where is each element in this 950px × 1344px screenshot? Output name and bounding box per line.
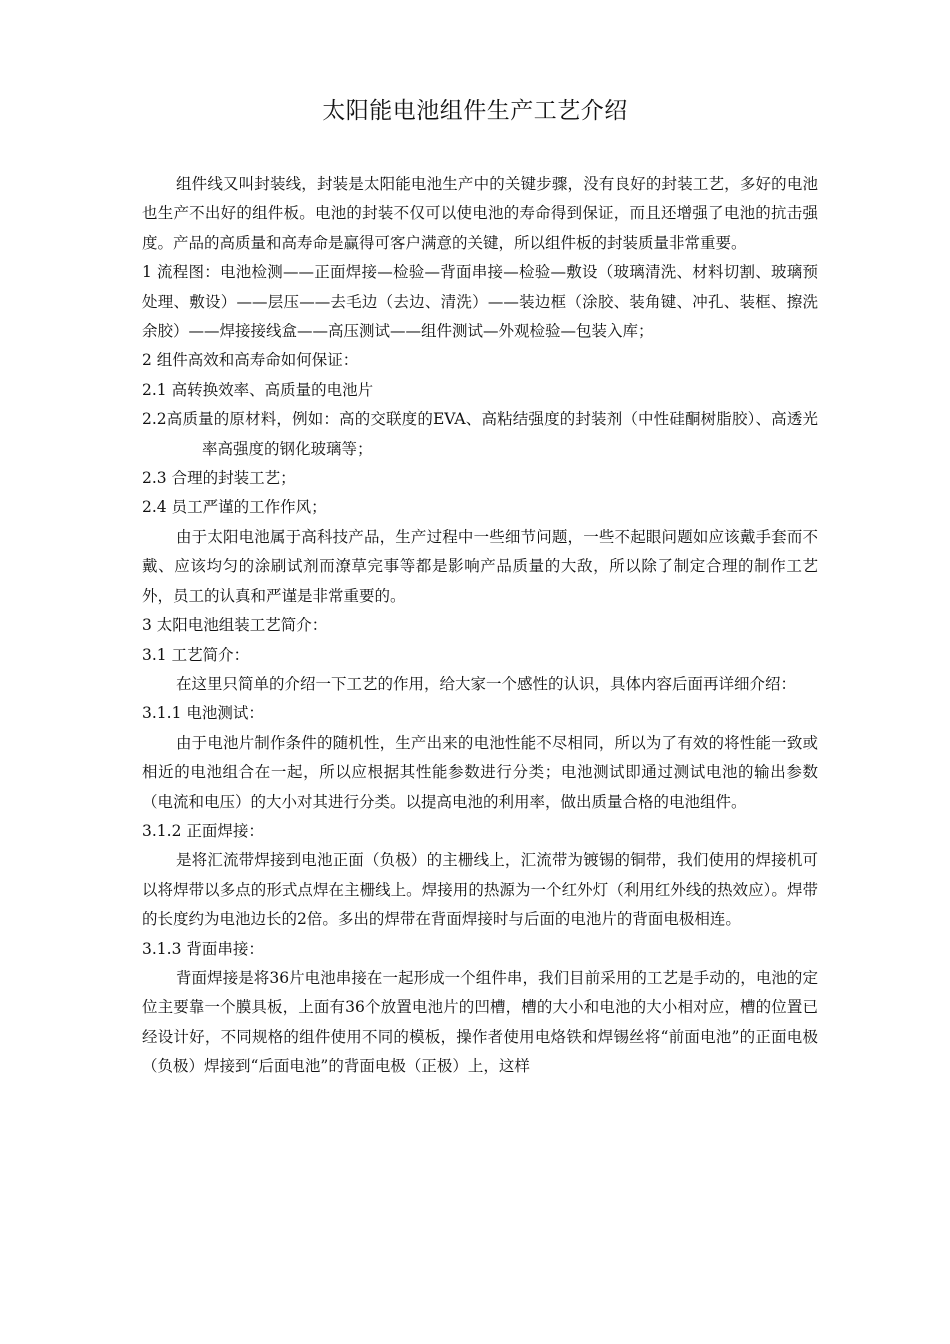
body-paragraph: 是将汇流带焊接到电池正面（负极）的主栅线上，汇流带为镀锡的铜带，我们使用的焊接机可以将焊带以多点的形式点焊在主栅线上。焊接用的热源为一个红外灯（利用红外线的热效应）。焊带的长度约为电池边长的2倍。多出的焊带在背面焊接时与后面的电池片的背面电极相连。 [142,851,818,929]
document-body [142,170,818,1082]
intro-paragraph: 组件线又叫封装线，封装是太阳能电池生产中的关键步骤，没有良好的封装工艺，多好的电池也生产不出好的组件板。电池的封装不仅可以使电池的寿命得到保证，而且还增强了电池的抗击强度。产品的高质量和高寿命是赢得可客户满意的关键，所以组件板的封装质量非常重要。 [142,175,818,252]
body-paragraph: 在这里只简单的介绍一下工艺的作用，给大家一个感性的认识，具体内容后面再详细介绍： [176,674,797,693]
section-heading: 3 太阳电池组装工艺简介： [142,616,328,635]
subsection-heading: 3.1.2 正面焊接： [142,821,264,840]
list-item: 2.4 员工严谨的工作作风； [142,498,327,517]
subsection-heading: 3.1.3 背面串接： [142,939,264,958]
section-heading: 2 组件高效和高寿命如何保证： [142,351,359,370]
subsection-heading: 3.1.1 电池测试： [142,704,264,723]
subsection-heading: 3.1 工艺简介： [142,645,250,664]
list-item: 2.1 高转换效率、高质量的电池片 [142,380,374,399]
list-item: 2.3 合理的封装工艺； [142,469,296,488]
flowchart-paragraph: 1 流程图：电池检测——正面焊接—检验—背面串接—检验—敷设（玻璃清洗、材料切割、玻璃预处理、敷设）——层压——去毛边（去边、清洗）——装边框（涂胶、装角键、冲孔、装框、擦洗余胶）——焊接接线盒——高压测试——组件测试—外观检验—包装入库； [142,263,818,341]
body-paragraph: 由于电池片制作条件的随机性，生产出来的电池性能不尽相同，所以为了有效的将性能一致或相近的电池组合在一起，所以应根据其性能参数进行分类；电池测试即通过测试电池的输出参数（电流和电压）的大小对其进行分类。以提高电池的利用率，做出质量合格的电池组件。 [142,733,818,811]
body-paragraph: 由于太阳电池属于高科技产品，生产过程中一些细节问题，一些不起眼问题如应该戴手套而不戴、应该均匀的涂刷试剂而潦草完事等都是影响产品质量的大敌，所以除了制定合理的制作工艺外，员工的认真和严谨是非常重要的。 [142,527,818,605]
body-paragraph: 背面焊接是将36片电池串接在一起形成一个组件串，我们目前采用的工艺是手动的，电池的定位主要靠一个膜具板，上面有36个放置电池片的凹槽，槽的大小和电池的大小相对应，槽的位置已经设计好，不同规格的组件使用不同的模板，操作者使用电烙铁和焊锡丝将“前面电池”的正面电极（负极）焊接到“后面电池”的背面电极（正极）上，这样 [142,968,818,1076]
document-title: 太阳能电池组件生产工艺介绍 [322,98,628,124]
list-item: 2.2高质量的原材料，例如：高的交联度的EVA、高粘结强度的封装剂（中性硅酮树脂胶）、高透光率高强度的钢化玻璃等； [142,410,818,458]
